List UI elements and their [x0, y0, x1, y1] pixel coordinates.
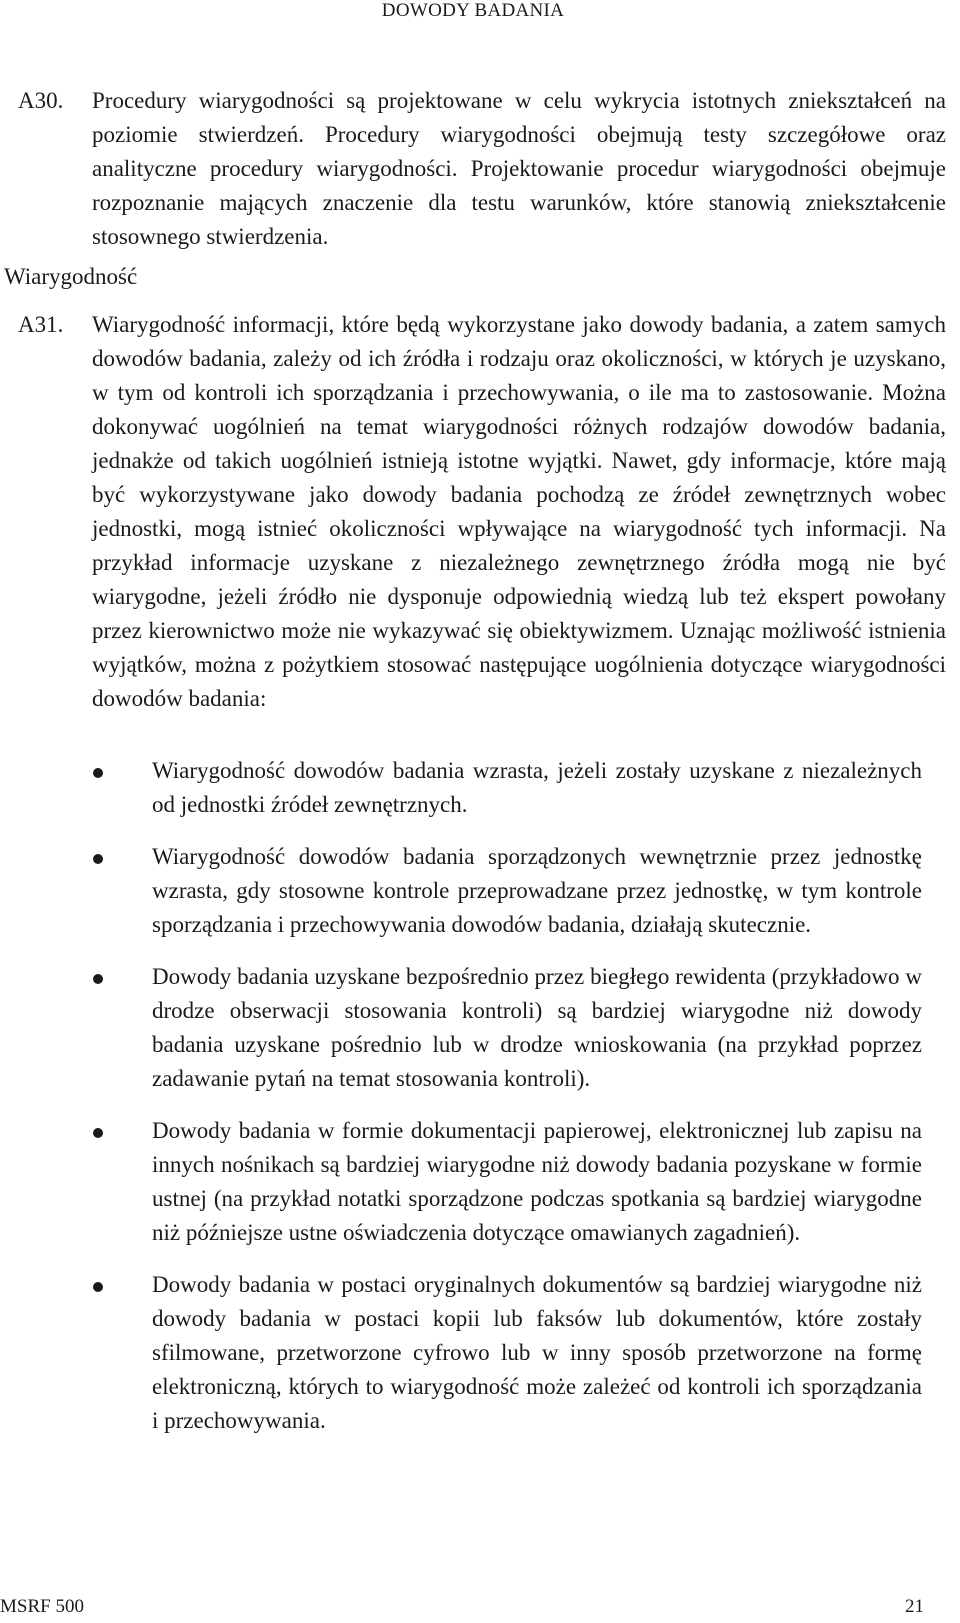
page-number: 21	[905, 1596, 924, 1617]
list-item	[0, 1114, 946, 1250]
list-item	[0, 754, 946, 822]
footer-standard-name: MSRF 500	[0, 1596, 84, 1617]
list-item-text: Wiarygodność dowodów badania sporządzonych wewnętrznie przez jednostkę wzrasta, gdy stosowne kontrole przeprowadzane przez jednostkę, w tym kontrole sporządzania i przechowywania dowodów badania, działają skutecznie.	[152, 844, 922, 937]
section-heading: Wiarygodność	[4, 264, 138, 289]
bullet-icon	[93, 974, 103, 984]
paragraph-text: Wiarygodność informacji, które będą wykorzystane jako dowody badania, a zatem samych dowodów badania, zależy od ich źródła i rodzaju oraz okoliczności, w których je uzyskano, w tym od kontroli ich sporządzania i przechowywania, o ile ma to zastosowanie. Można dokonywać uogólnień na temat wiarygodności różnych rodzajów dowodów badania, jednakże od takich uogólnień istnieją istotne wyjątki. Nawet, gdy informacje, które mają być wykorzystywane jako dowody badania pochodzą ze źródeł zewnętrznych wobec jednostki, mogą istnieć okoliczności wpływające na wiarygodność tych informacji. Na przykład informacje uzyskane z niezależnego zewnętrznego źródła mogą nie być wiarygodne, jeżeli źródło nie dysponuje odpowiednią wiedzą lub też ekspert powołany przez kierownictwo może nie wykazywać się obiektywizmem. Uznając możliwość istnienia wyjątków, można z pożytkiem stosować następujące uogólnienia dotyczące wiarygodności dowodów badania:	[92, 312, 946, 711]
running-header: DOWODY BADANIA	[381, 0, 565, 21]
paragraph-number: A30.	[18, 88, 64, 113]
list-item-text: Wiarygodność dowodów badania wzrasta, jeżeli zostały uzyskane z niezależnych od jednostki źródeł zewnętrznych.	[152, 758, 922, 817]
list-item-text: Dowody badania uzyskane bezpośrednio przez biegłego rewidenta (przykładowo w drodze obserwacji stosowania kontroli) są bardziej wiarygodne niż dowody badania uzyskane pośrednio lub w drodze wnioskowania (na przykład poprzez zadawanie pytań na temat stosowania kontroli).	[152, 964, 922, 1091]
paragraph-number: A31.	[18, 312, 64, 337]
bullet-list	[0, 754, 946, 1456]
bullet-icon	[93, 854, 103, 864]
paragraph-a30	[0, 84, 946, 254]
paragraph-a31	[0, 308, 946, 716]
list-item-text: Dowody badania w formie dokumentacji papierowej, elektronicznej lub zapisu na innych nośnikach są bardziej wiarygodne niż dowody badania pozyskane w formie ustnej (na przykład notatki sporządzone podczas spotkania są bardziej wiarygodne niż późniejsze ustne oświadczenia dotyczące omawianych zagadnień).	[152, 1118, 922, 1245]
list-item-text: Dowody badania w postaci oryginalnych dokumentów są bardziej wiarygodne niż dowody badania w postaci kopii lub faksów lub dokumentów, które zostały sfilmowane, przetworzone cyfrowo lub w inny sposób przetworzone na formę elektroniczną, których to wiarygodność może zależeć od kontroli ich sporządzania i przechowywania.	[152, 1272, 922, 1433]
paragraph-text: Procedury wiarygodności są projektowane w celu wykrycia istotnych zniekształceń na poziomie stwierdzeń. Procedury wiarygodności obejmują testy szczegółowe oraz analityczne procedury wiarygodności. Projektowanie procedur wiarygodności obejmuje rozpoznanie mających znaczenie dla testu warunków, które stanowią zniekształcenie stosownego stwierdzenia.	[92, 88, 946, 249]
list-item	[0, 840, 946, 942]
list-item	[0, 960, 946, 1096]
bullet-icon	[93, 768, 103, 778]
bullet-icon	[93, 1128, 103, 1138]
bullet-icon	[93, 1282, 103, 1292]
list-item	[0, 1268, 946, 1438]
